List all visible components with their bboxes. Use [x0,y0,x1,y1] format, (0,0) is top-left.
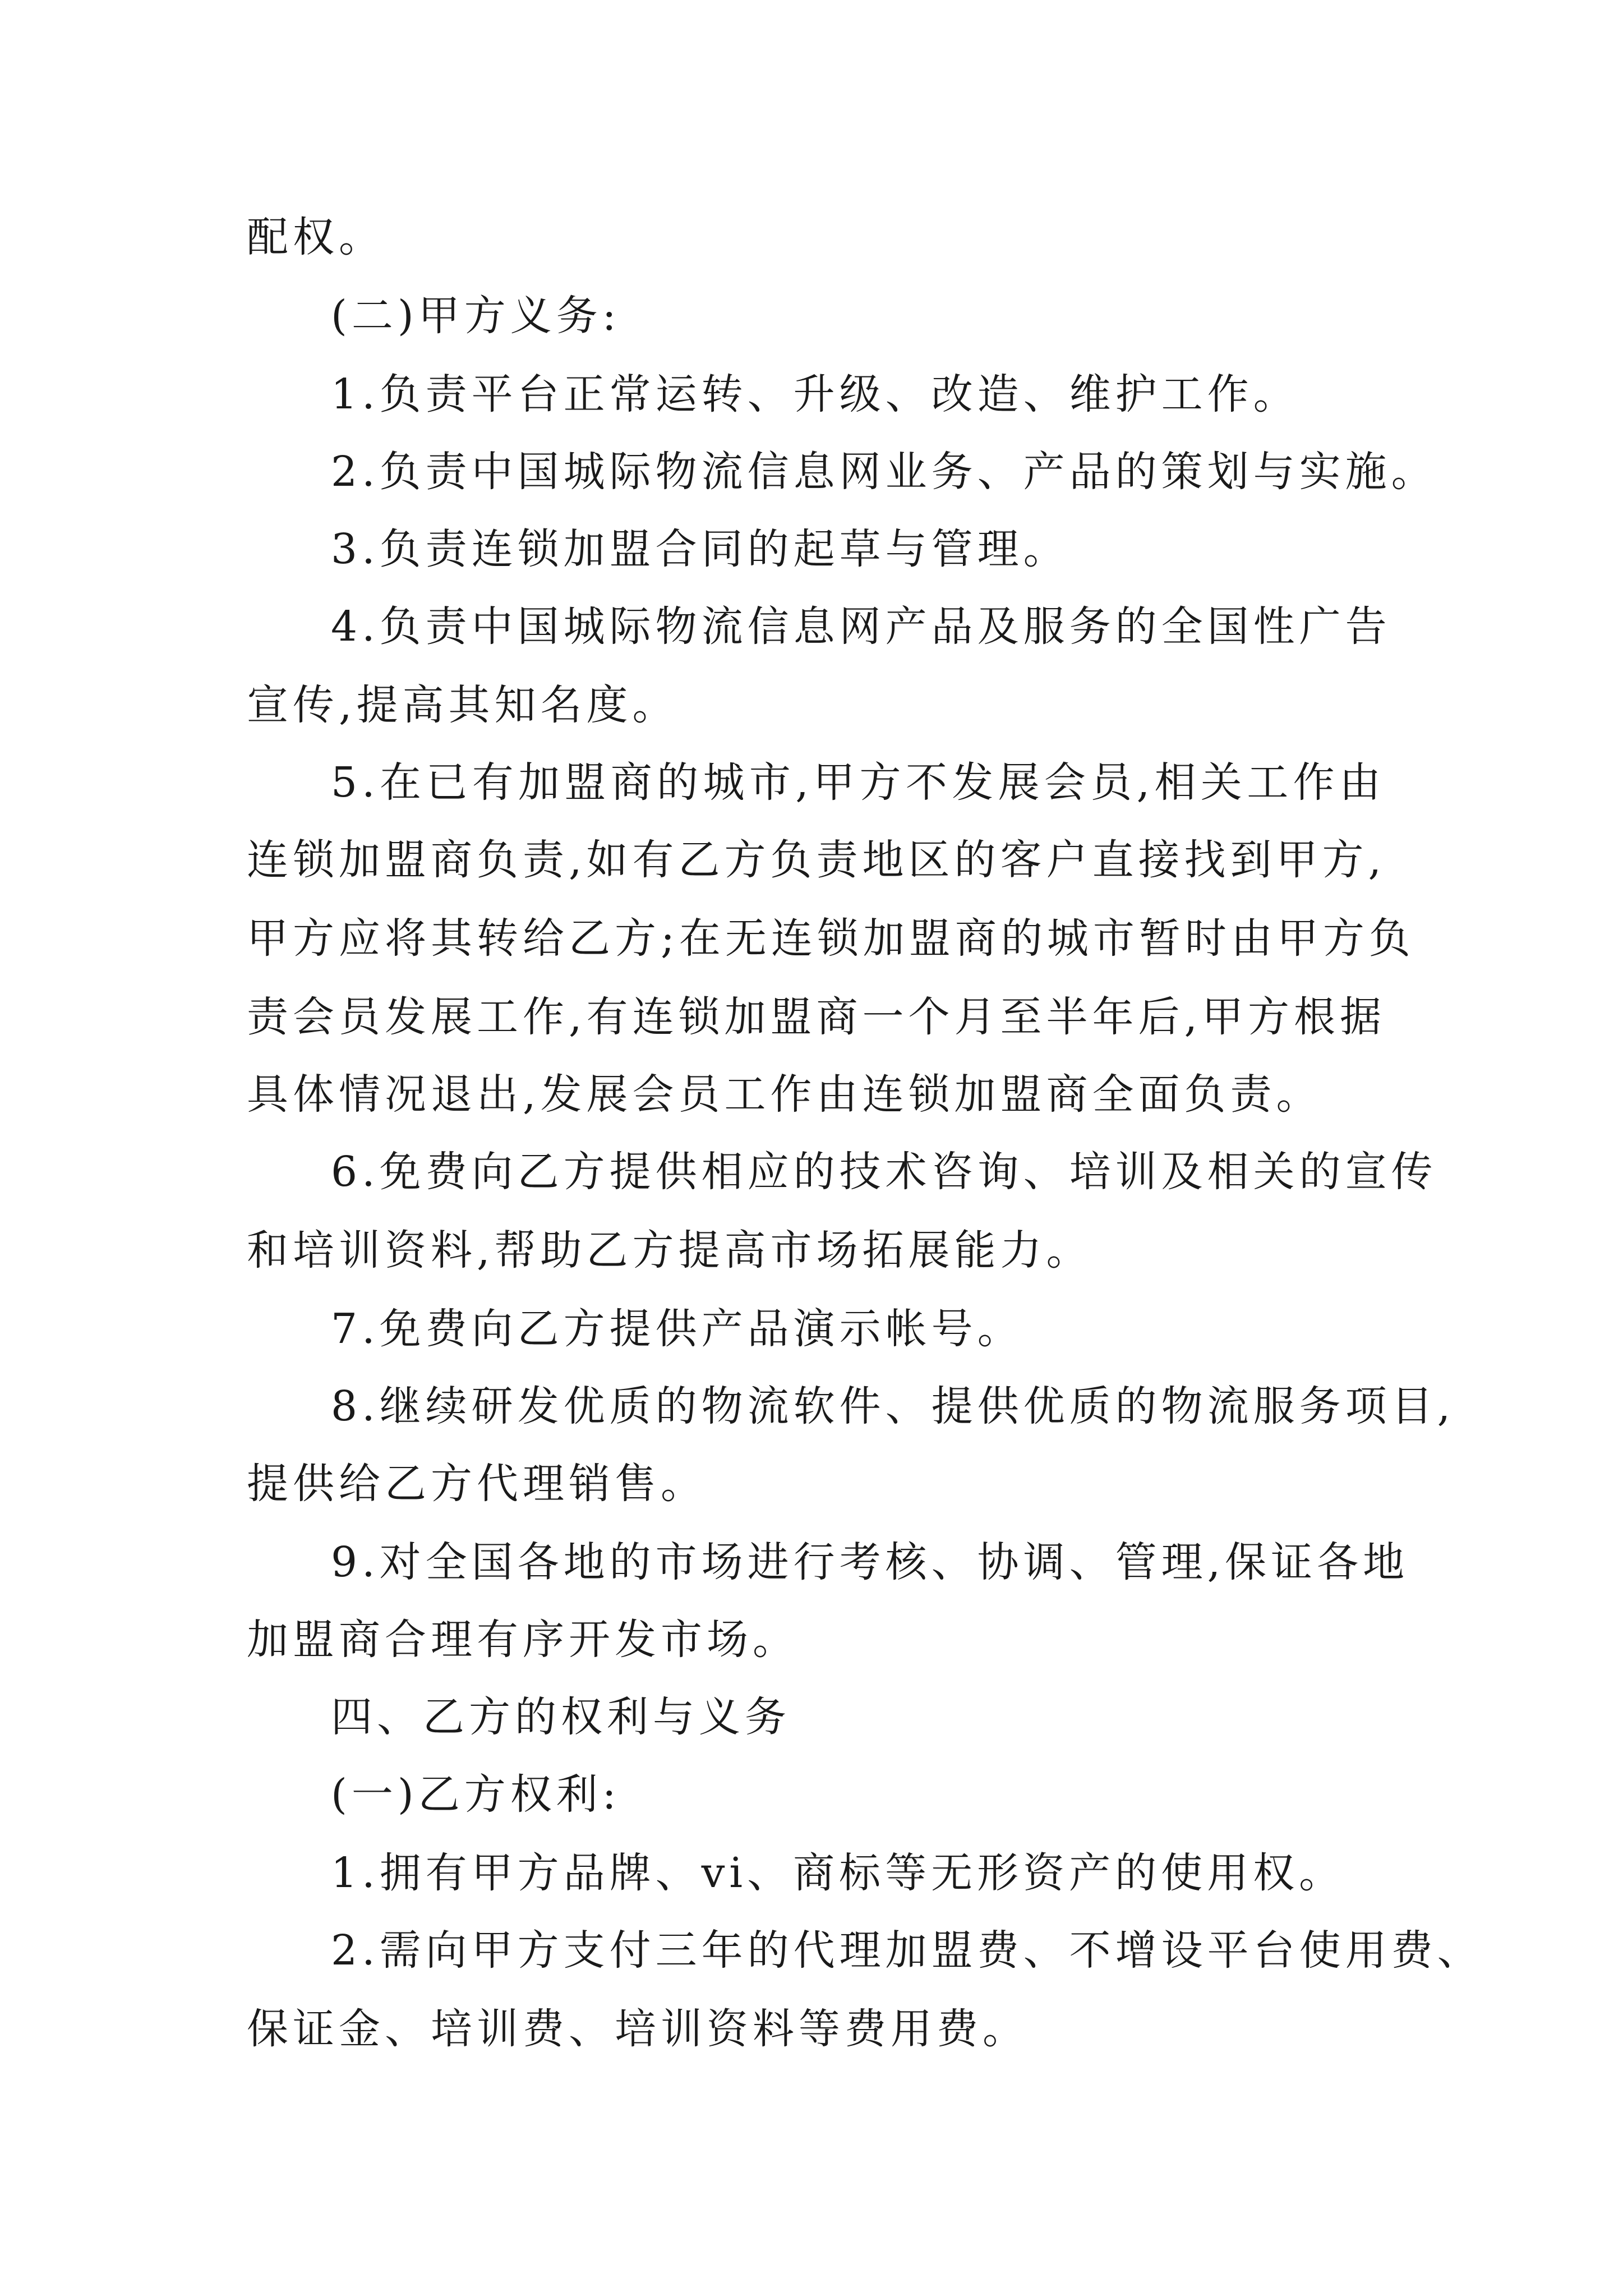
text-line: 宣传,提高其知名度。 [247,681,679,729]
text-line: 提供给乙方代理销售。 [247,1460,707,1508]
text-line: 加盟商合理有序开发市场。 [247,1616,799,1664]
text-line: 配权。 [247,213,385,261]
list-item: 8.继续研发优质的物流软件、提供优质的物流服务项目, [331,1382,1455,1430]
list-item: 2.需向甲方支付三年的代理加盟费、不增设平台使用费、 [331,1926,1483,1975]
text-line: 责会员发展工作,有连锁加盟商一个月至半年后,甲方根据 [247,993,1386,1041]
section-heading: (二)甲方义务: [331,292,621,340]
list-item: 3.负责连锁加盟合同的起草与管理。 [331,525,1069,573]
list-item: 6.免费向乙方提供相应的技术咨询、培训及相关的宣传 [331,1148,1437,1196]
text-line: 保证金、培训费、培训资料等费用费。 [247,2005,1029,2053]
text-line: 具体情况退出,发展会员工作由连锁加盟商全面负责。 [247,1070,1322,1119]
list-item: 9.对全国各地的市场进行考核、协调、管理,保证各地 [331,1538,1409,1586]
list-item: 5.在已有加盟商的城市,甲方不发展会员,相关工作由 [331,758,1385,807]
list-item: 1.负责平台正常运转、升级、改造、维护工作。 [331,370,1299,418]
text-line: 连锁加盟商负责,如有乙方负责地区的客户直接找到甲方, [247,836,1386,884]
list-item: 7.免费向乙方提供产品演示帐号。 [331,1305,1023,1353]
list-item: 2.负责中国城际物流信息网业务、产品的策划与实施。 [331,448,1437,496]
text-line: 和培训资料,帮助乙方提高市场拓展能力。 [247,1226,1092,1274]
text-line: 甲方应将其转给乙方;在无连锁加盟商的城市暂时由甲方负 [247,914,1415,963]
section-heading: 四、乙方的权利与义务 [331,1693,791,1741]
section-heading: (一)乙方权利: [331,1770,621,1819]
list-item: 4.负责中国城际物流信息网产品及服务的全国性广告 [331,602,1391,651]
list-item: 1.拥有甲方品牌、vi、商标等无形资产的使用权。 [331,1849,1345,1897]
